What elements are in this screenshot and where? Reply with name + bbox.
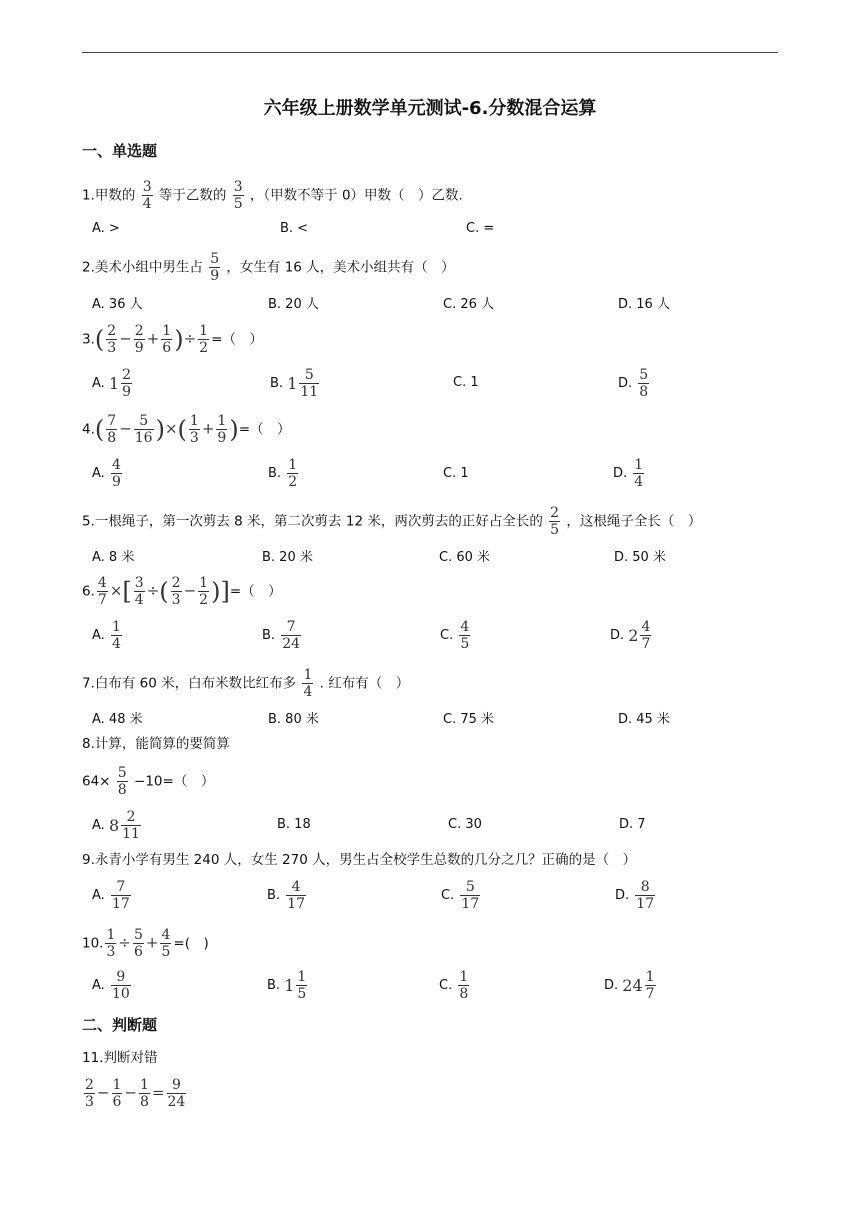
option-c[interactable]: C. 75 米: [443, 712, 495, 727]
question-8: 8.计算，能简算的要简算: [82, 736, 230, 752]
option-c[interactable]: C. $\frac{5}{17}$: [441, 879, 480, 912]
option-d[interactable]: D. 50 米: [614, 550, 666, 565]
option-c[interactable]: C. 26 人: [443, 297, 495, 312]
option-a[interactable]: A. $\frac{7}{17}$: [92, 879, 130, 912]
option-a[interactable]: A. 48 米: [92, 712, 143, 727]
fraction: $\frac{3}{5}$: [233, 179, 243, 212]
option-c[interactable]: C. 1: [443, 466, 469, 481]
option-a[interactable]: A. 8 米: [92, 550, 135, 565]
option-d[interactable]: D. 45 米: [618, 712, 670, 727]
option-b[interactable]: B. 18: [277, 817, 311, 832]
option-a[interactable]: A. 1 $\frac{2}{9}$: [92, 367, 132, 400]
option-c[interactable]: C. 30: [448, 817, 482, 832]
option-a[interactable]: A. $\frac{1}{4}$: [92, 619, 121, 652]
section-heading-true-false: 二、判断题: [82, 1016, 158, 1034]
option-c[interactable]: C. 60 米: [439, 550, 491, 565]
question-5: 5.一根绳子，第一次剪去 8 米，第二次剪去 12 米，两次剪去的正好占全长的 $\frac{2}{5}$ ，这根绳子全长（ ）: [82, 505, 702, 538]
question-1: 1.甲数的 $\frac{3}{4}$ 等于乙数的 $\frac{3}{5}$ ，（甲数不等于 0）甲数（ ）乙数.: [82, 179, 463, 212]
option-a[interactable]: A. 8 $\frac{2}{11}$: [92, 809, 140, 842]
option-d[interactable]: D. $\frac{8}{17}$: [615, 879, 655, 912]
option-b[interactable]: B. $\frac{7}{24}$: [262, 619, 301, 652]
option-b[interactable]: B. 20 人: [268, 297, 319, 312]
option-b[interactable]: B. $\frac{1}{2}$: [268, 457, 298, 490]
option-c[interactable]: C. $\frac{1}{8}$: [439, 969, 469, 1002]
option-d[interactable]: D. 24 $\frac{1}{7}$: [604, 969, 655, 1002]
option-b[interactable]: B. 20 米: [262, 550, 313, 565]
page-title: 六年级上册数学单元测试-6.分数混合运算: [263, 98, 597, 119]
option-c[interactable]: C. =: [466, 221, 495, 236]
option-d[interactable]: D. 7: [619, 817, 646, 832]
fraction: $\frac{3}{4}$: [142, 179, 152, 212]
fraction: $\frac{5}{9}$: [210, 251, 220, 284]
option-b[interactable]: B. 1 $\frac{1}{5}$: [267, 969, 307, 1002]
option-a[interactable]: A. $\frac{4}{9}$: [92, 457, 121, 490]
option-b[interactable]: B. $\frac{4}{17}$: [267, 879, 306, 912]
question-4: 4.( $\frac{7}{8}$ − $\frac{5}{16}$ )×( $\frac{1}{3}$ + $\frac{1}{9}$ )=（ ）: [82, 413, 291, 446]
question-3: 3.( $\frac{2}{3}$ − $\frac{2}{9}$ + $\frac{1}{6}$ )÷ $\frac{1}{2}$ =（ ）: [82, 323, 263, 356]
option-a[interactable]: A. >: [92, 221, 120, 236]
question-11-expression: $\frac{2}{3}$ − $\frac{1}{6}$ − $\frac{1}{8}$ = $\frac{9}{24}$: [85, 1077, 186, 1110]
question-10: 10. $\frac{1}{3}$ ÷ $\frac{5}{6}$ + $\frac{4}{5}$ =( ): [82, 927, 209, 960]
option-c[interactable]: C. $\frac{4}{5}$: [440, 619, 470, 652]
option-b[interactable]: B. <: [280, 221, 309, 236]
option-b[interactable]: B. 80 米: [268, 712, 319, 727]
option-a[interactable]: A. 36 人: [92, 297, 143, 312]
question-7: 7.白布有 60 米，白布米数比红布多 $\frac{1}{4}$ . 红布有（ ）: [82, 667, 410, 700]
option-d[interactable]: D. $\frac{5}{8}$: [618, 367, 649, 400]
option-d[interactable]: D. $\frac{1}{4}$: [613, 457, 644, 490]
question-8-expression: 64× $\frac{5}{8}$ −10=（ ）: [82, 765, 215, 798]
header-rule: [82, 52, 778, 53]
option-d[interactable]: D. 16 人: [618, 297, 670, 312]
option-d[interactable]: D. 2 $\frac{4}{7}$: [610, 619, 651, 652]
option-a[interactable]: A. $\frac{9}{10}$: [92, 969, 130, 1002]
question-9: 9.永青小学有男生 240 人，女生 270 人，男生占全校学生总数的几分之几？正确的是（ ）: [82, 852, 637, 868]
question-6: 6. $\frac{4}{7}$ ×[ $\frac{3}{4}$ ÷( $\frac{2}{3}$ − $\frac{1}{2}$ )]=（ ）: [82, 575, 282, 608]
option-b[interactable]: B. 1 $\frac{5}{11}$: [270, 367, 319, 400]
option-c[interactable]: C. 1: [453, 375, 479, 390]
question-11: 11.判断对错: [82, 1050, 158, 1066]
question-2: 2.美术小组中男生占 $\frac{5}{9}$ ，女生有 16 人，美术小组共有（ ）: [82, 251, 455, 284]
section-heading-single-choice: 一、单选题: [82, 142, 158, 160]
